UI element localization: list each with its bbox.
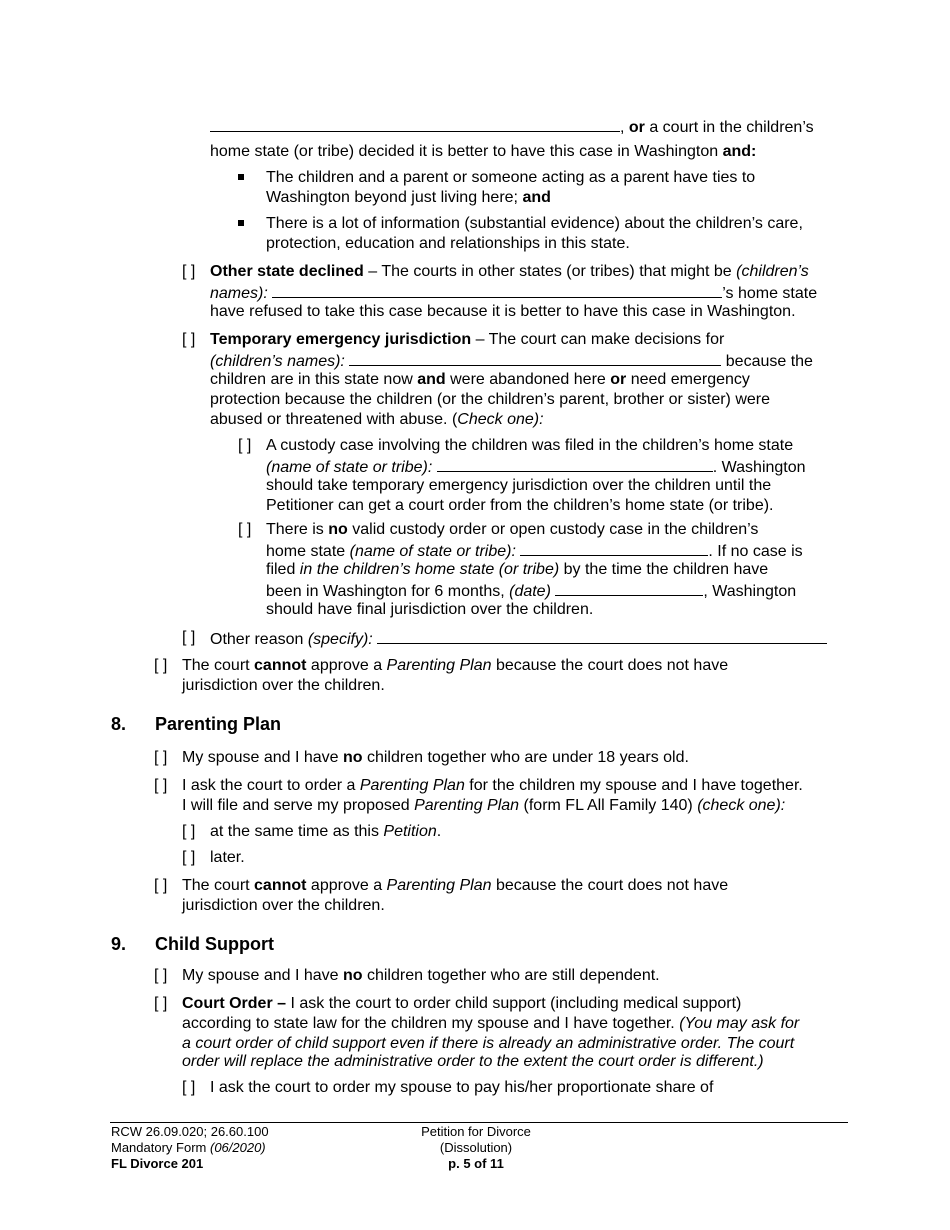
s8-item2-line-1: I ask the court to order a Parenting Plan for the children my spouse and I have together. [182,777,803,794]
s9-co-line-1: Court Order – I ask the court to order child support (including medical support) [182,995,742,1012]
bullet-1-line-1: The children and a parent or someone acting as a parent have ties to [266,169,756,186]
checkbox-custody-filed[interactable]: [ ] [238,437,252,454]
temp-line-4: protection because the children (or the children’s parent, brother or sister) were [210,391,770,408]
footer-form-subtitle: (Dissolution) [439,1140,513,1155]
s9-sub1: I ask the court to order my spouse to pay his/her proportionate share of [210,1079,714,1096]
opt1-line-3: should take temporary emergency jurisdiction over the children until the [266,477,772,494]
checkbox-temp-emergency[interactable]: [ ] [182,331,196,348]
footer-mandatory-form: Mandatory Form (06/2020) [111,1140,266,1155]
section-8-number: 8. [111,714,127,734]
checkbox-no-custody-order[interactable]: [ ] [238,521,252,538]
section-8-title: Parenting Plan [155,714,282,734]
opt1-line-2: (name of state or tribe): . Washington [266,456,806,478]
footer-form-id: FL Divorce 201 [111,1156,204,1171]
opt2-line-3: filed in the children’s home state (or tribe) by the time the children have [266,561,769,578]
bullet-icon [238,174,244,180]
footer-left [111,1124,269,1172]
checkbox-court-order[interactable]: [ ] [154,995,168,1012]
intro-line-1: , or a court in the children’s [210,116,814,138]
section-9-title: Child Support [155,934,274,954]
checkbox-cannot-approve-2[interactable]: [ ] [154,877,168,894]
s9-co-line-2: according to state law for the children my spouse and I have together. (You may ask for [182,1015,800,1032]
opt2-line-2: home state (name of state or tribe): . If no case is [266,540,803,562]
footer-rcw: RCW 26.09.020; 26.60.100 [111,1124,269,1139]
checkbox-same-time[interactable]: [ ] [182,823,196,840]
bullet-2-line-2: protection, education and relationships in this state. [266,235,630,252]
footer-page-number: p. 5 of 11 [448,1156,504,1171]
s8-sub2: later. [210,849,245,866]
section-9-number: 9. [111,934,127,954]
s9-co-line-4: order will replace the administrative order to the extent the court order is different.) [182,1053,764,1070]
opt2-line-5: should have final jurisdiction over the children. [266,601,594,618]
opt1-line-4: Petitioner can get a court order from the children’s home state (or tribe). [266,497,774,514]
opt1-line-1: A custody case involving the children was filed in the children’s home state [266,437,794,454]
s8-cannot-line-1: The court cannot approve a Parenting Plan because the court does not have [182,877,729,894]
checkbox-other-state[interactable]: [ ] [182,263,196,280]
state-or-tribe-blank[interactable] [520,540,708,556]
cannot1-line-2: jurisdiction over the children. [182,677,385,694]
checkbox-order-parenting-plan[interactable]: [ ] [154,777,168,794]
s9-co-line-3: a court order of child support even if there is already an administrative order. The court [182,1035,795,1052]
opt2-line-1: There is no valid custody order or open custody case in the children’s [266,521,759,538]
checkbox-proportionate-share[interactable]: [ ] [182,1079,196,1096]
temp-line-2: (children’s names): because the [210,350,813,372]
bullet-icon [238,220,244,226]
opt2-line-4: been in Washington for 6 months, (date) , Washington [266,580,796,602]
other-state-line-2: names): ’s home state [210,282,817,304]
children-names-blank[interactable] [272,282,722,298]
footer-center [396,1124,556,1172]
intro-line-2: home state (or tribe) decided it is better to have this case in Washington and: [210,143,757,160]
checkbox-no-dependent-children[interactable]: [ ] [154,967,168,984]
date-blank[interactable] [555,580,703,596]
footer-form-title: Petition for Divorce [421,1124,531,1139]
s8-item2-line-2: I will file and serve my proposed Parenting Plan (form FL All Family 140) (check one): [182,797,786,814]
other-reason-blank[interactable] [377,628,827,644]
checkbox-other-reason[interactable]: [ ] [182,629,196,646]
state-or-tribe-blank[interactable] [437,456,713,472]
bullet-1-line-2: Washington beyond just living here; and [266,189,551,206]
footer-divider [110,1122,848,1123]
s9-item1: My spouse and I have no children together who are still dependent. [182,967,660,984]
cannot1-line-1: The court cannot approve a Parenting Plan because the court does not have [182,657,729,674]
s8-sub1: at the same time as this Petition. [210,823,442,840]
bullet-2-line-1: There is a lot of information (substantial evidence) about the children’s care, [266,215,803,232]
s8-item1: My spouse and I have no children together who are under 18 years old. [182,749,689,766]
temp-line-1: Temporary emergency jurisdiction – The court can make decisions for [210,331,725,348]
other-state-line-1: Other state declined – The courts in other states (or tribes) that might be (children’s [210,263,809,280]
checkbox-cannot-approve-1[interactable]: [ ] [154,657,168,674]
other-state-line-3: have refused to take this case because it is better to have this case in Washington. [210,303,796,320]
s8-cannot-line-2: jurisdiction over the children. [182,897,385,914]
temp-line-3: children are in this state now and were abandoned here or need emergency [210,371,750,388]
checkbox-no-children-under-18[interactable]: [ ] [154,749,168,766]
blank-line[interactable] [210,116,620,132]
children-names-blank[interactable] [349,350,721,366]
temp-line-5: abused or threatened with abuse. (Check one): [210,411,544,428]
checkbox-later[interactable]: [ ] [182,849,196,866]
other-reason-line: Other reason (specify): [210,628,827,650]
